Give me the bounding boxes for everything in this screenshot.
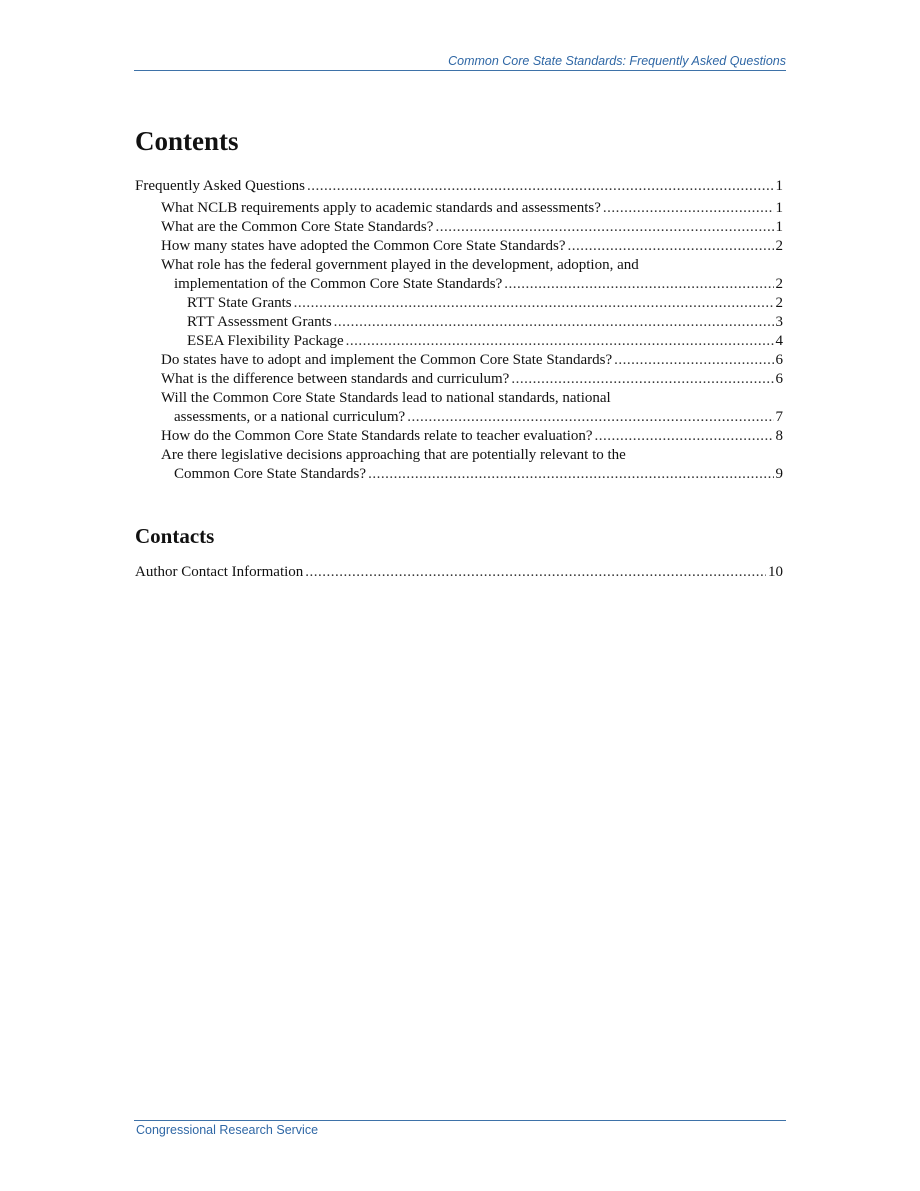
toc-page-number: 10	[768, 564, 783, 580]
toc-entry[interactable]: Frequently Asked Questions ..... 1	[135, 177, 783, 196]
toc-entry[interactable]: What NCLB requirements apply to academic standards and assessments? ..... 1	[135, 199, 783, 218]
contents-list	[135, 177, 783, 484]
toc-page-number: 9	[775, 466, 783, 482]
running-title: Common Core State Standards: Frequently Asked Questions	[448, 54, 786, 68]
footer-organization: Congressional Research Service	[136, 1123, 319, 1137]
toc-entry[interactable]: How many states have adopted the Common Core State Standards? ..... 2	[135, 237, 783, 256]
toc-entry[interactable]: RTT Assessment Grants ..... 3	[135, 313, 783, 332]
toc-entry[interactable]: ESEA Flexibility Package ..... 4	[135, 332, 783, 351]
toc-page-number: 4	[775, 333, 783, 349]
toc-page-number: 1	[775, 200, 783, 216]
toc-page-number: 2	[775, 276, 783, 292]
toc-page-number: 8	[775, 428, 783, 444]
toc-page-number: 3	[775, 314, 783, 330]
contacts-list	[135, 563, 783, 582]
toc-entry[interactable]: Author Contact Information ..... 10	[135, 563, 783, 582]
toc-page-number: 2	[775, 295, 783, 311]
toc-entry[interactable]: What are the Common Core State Standards? ..... 1	[135, 218, 783, 237]
toc-page-number: 2	[775, 238, 783, 254]
toc-entry[interactable]: Do states have to adopt and implement the Common Core State Standards? ..... 6	[135, 351, 783, 370]
toc-entry[interactable]: What is the difference between standards and curriculum? ..... 6	[135, 370, 783, 389]
toc-page-number: 1	[775, 219, 783, 235]
contacts-heading: Contacts	[135, 524, 215, 548]
toc-entry[interactable]: What role has the federal government played in the development, adoption, and implementation of the Common Core State Standards? ..... 2	[135, 256, 783, 294]
running-header	[134, 53, 786, 71]
toc-page-number: 6	[775, 371, 783, 387]
toc-page-number: 1	[775, 178, 783, 194]
toc-entry[interactable]: RTT State Grants ..... 2	[135, 294, 783, 313]
toc-page-number: 7	[775, 409, 783, 425]
toc-page-number: 6	[775, 352, 783, 368]
toc-entry[interactable]: Will the Common Core State Standards lead to national standards, national assessments, or a national curriculum? ..... 7	[135, 389, 783, 427]
toc-entry[interactable]: How do the Common Core State Standards relate to teacher evaluation? ..... 8	[135, 427, 783, 446]
contents-heading: Contents	[135, 126, 239, 156]
toc-entry[interactable]: Are there legislative decisions approaching that are potentially relevant to the Common Core State Standards? ..... 9	[135, 446, 783, 484]
page-footer	[134, 1120, 786, 1137]
